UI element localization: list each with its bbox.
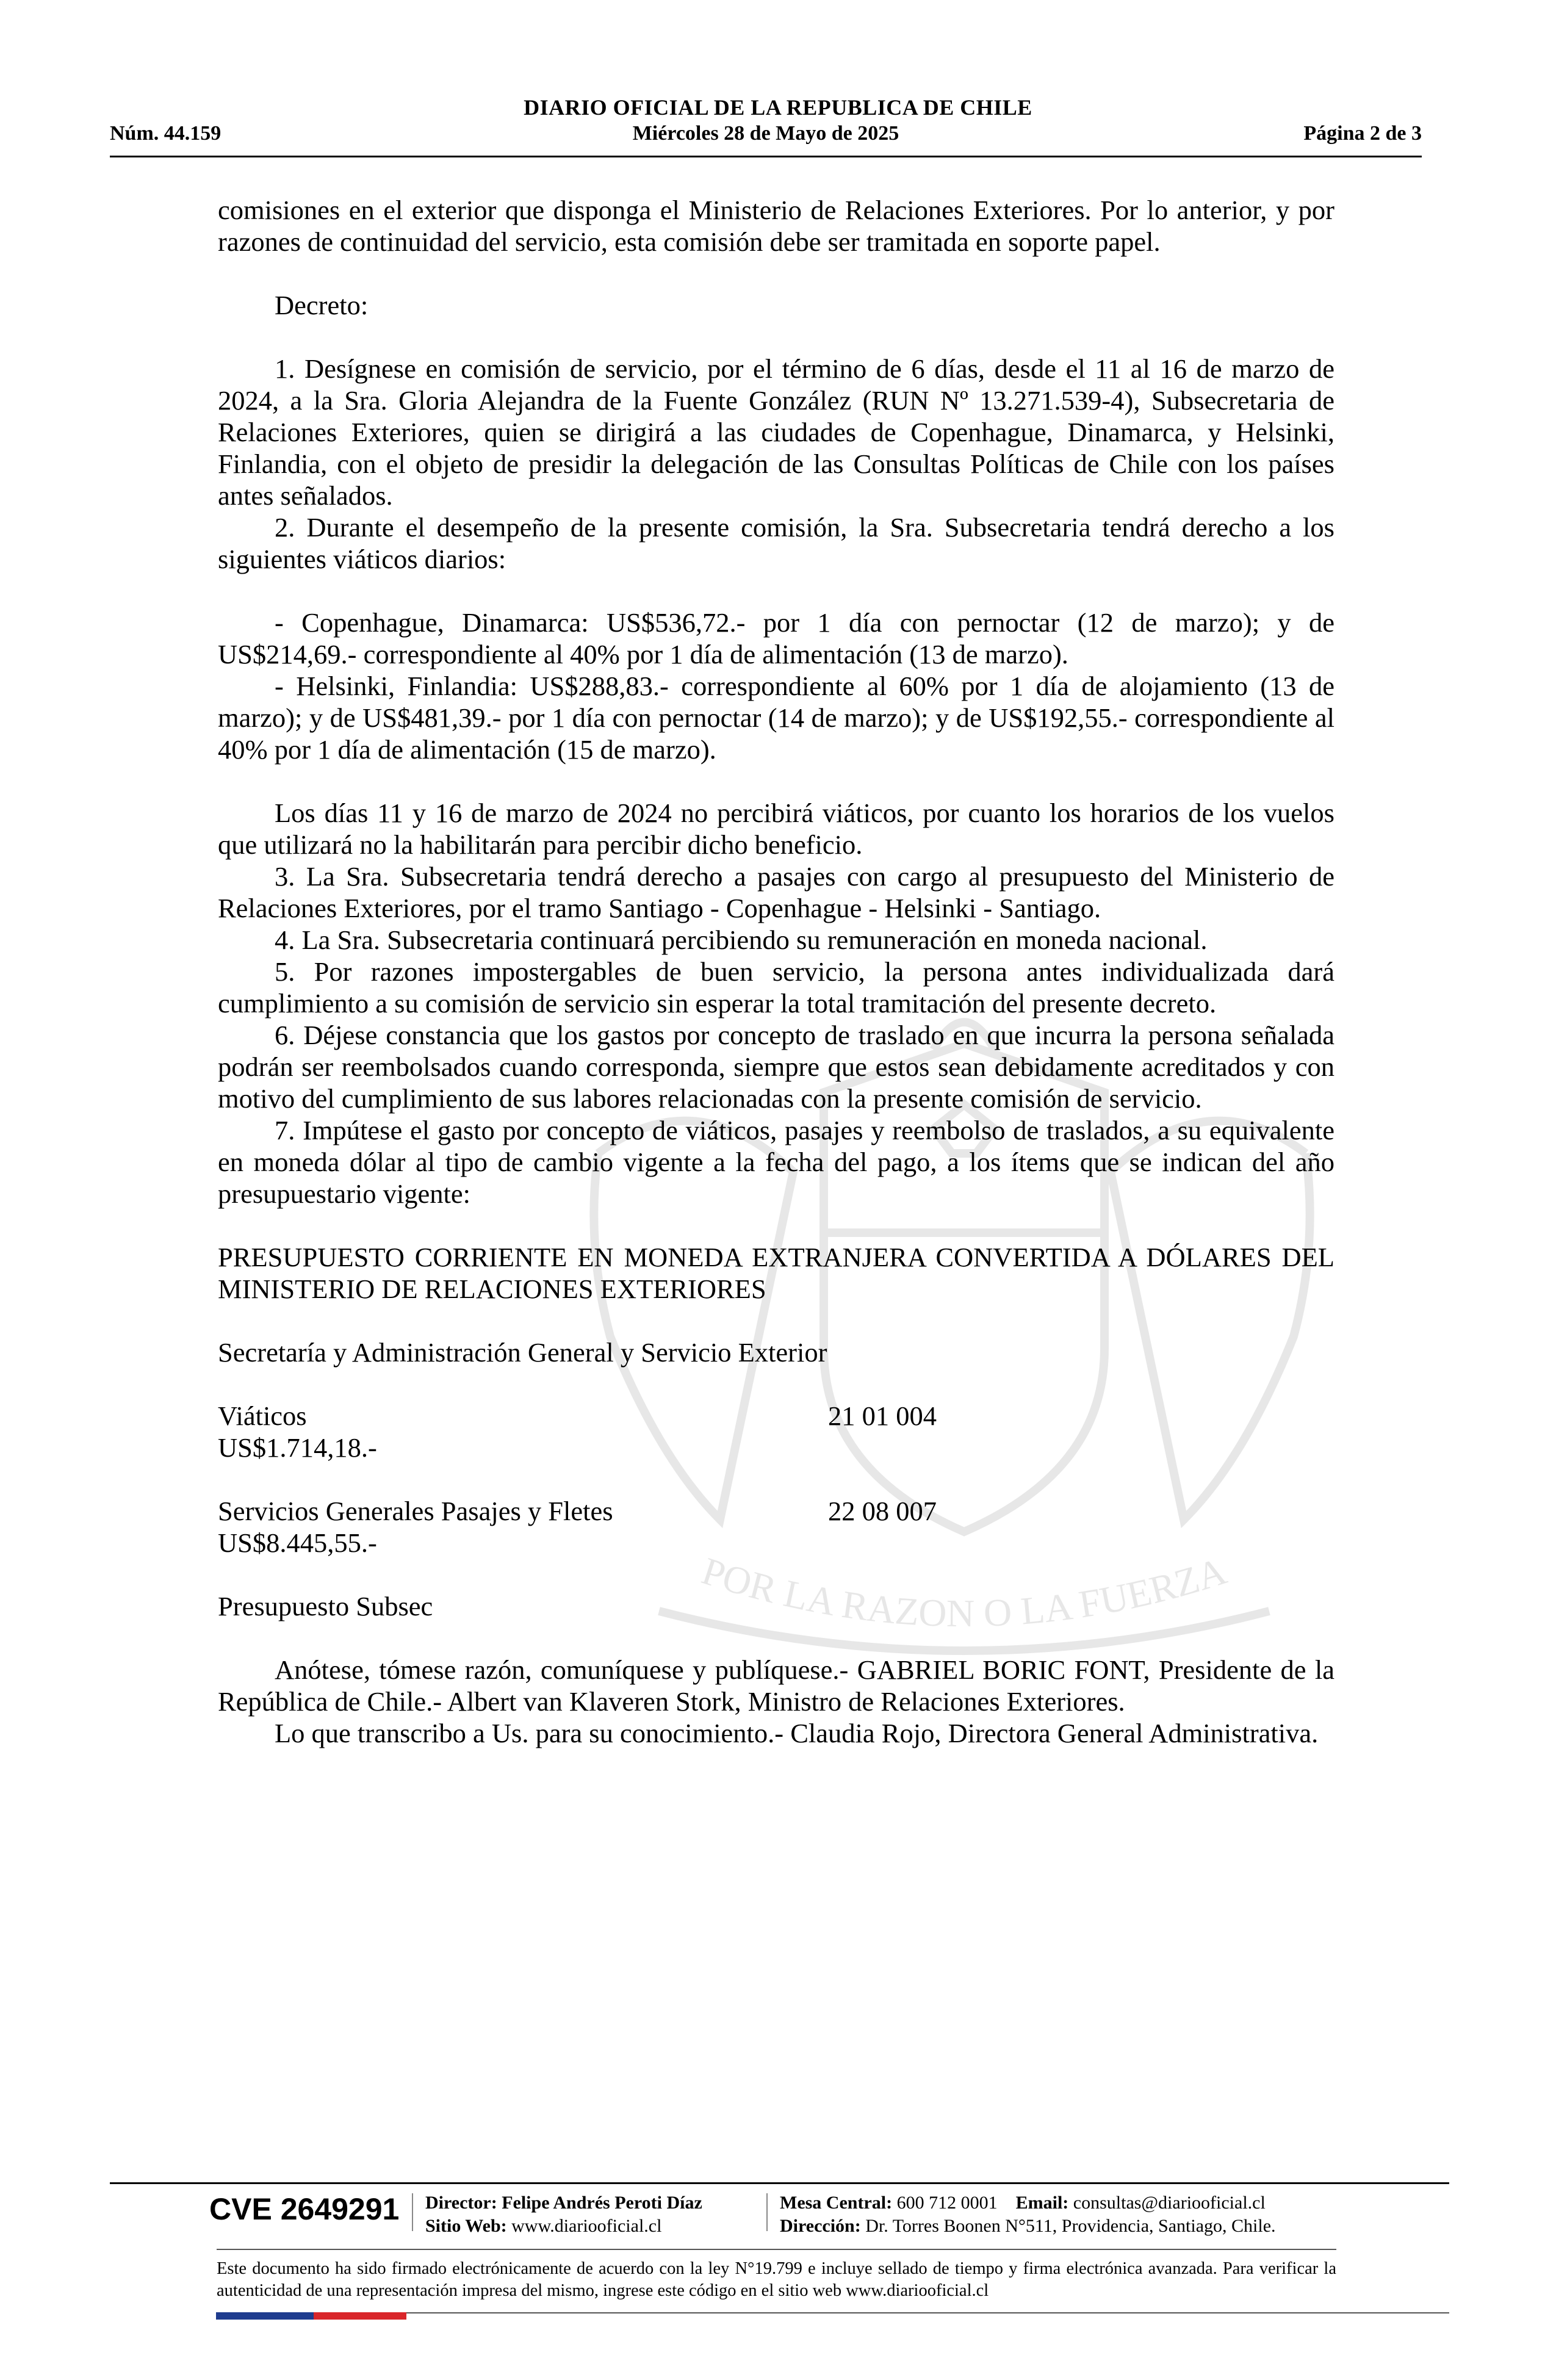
page-indicator: Página 2 de 3 (1303, 122, 1422, 145)
budget-item-code: 21 01 004 (828, 1401, 937, 1431)
website-label: Sitio Web: (425, 2216, 507, 2236)
budget-title: PRESUPUESTO CORRIENTE EN MONEDA EXTRANJERA CONVERTIDA A DÓLARES DEL MINISTERIO DE RELACIONES EXTERIORES (218, 1242, 1334, 1304)
footer-contact-block (780, 2191, 1276, 2238)
footer-divider (110, 2182, 1449, 2184)
budget-item-row (218, 1400, 1334, 1432)
article-5: 5. Por razones impostergables de buen servicio, la persona antes individualizada dará cumplimiento a su comisión de servicio sin esperar la total tramitación del presente decreto. (218, 956, 1334, 1019)
article-6: 6. Déjese constancia que los gastos por concepto de traslado en que incurra la persona señalada podrán ser reembolsados cuando corresponda, siempre que estos sean debidamente acreditados y con motivo del cumplimiento de sus labores relacionadas con la presente comisión de servicio. (218, 1020, 1334, 1114)
cve-code: CVE 2649291 (209, 2192, 400, 2226)
document-body (218, 194, 1334, 1749)
budget-subsec: Presupuesto Subsec (218, 1591, 433, 1621)
website-link[interactable]: www.diariooficial.cl (511, 2216, 662, 2236)
watermark-motto: POR LA RAZON O LA FUERZA (696, 1548, 1232, 1635)
flag-bar-red (314, 2312, 406, 2320)
budget-section: Secretaría y Administración General y Servicio Exterior (218, 1337, 827, 1368)
footer-separator (766, 2193, 768, 2231)
article-4: 4. La Sra. Subsecretaria continuará percibiendo su remuneración en moneda nacional. (275, 925, 1208, 955)
viatico-helsinki: - Helsinki, Finlandia: US$288,83.- correspondiente al 60% por 1 día de alojamiento (13 de marzo); y de US$481,39.- por 1 día con pernoctar (14 de marzo); y de US$192,55.- correspondiente al 40% por 1 día de alimentación (15 de marzo). (218, 671, 1334, 765)
legal-notice: Este documento ha sido firmado electrónicamente de acuerdo con la ley N°19.799 e incluye sellado de tiempo y firma electrónica avanzada. Para verificar la autenticidad de una representación impresa del mismo, ingrese este código en el sitio web www.diariooficial.cl (217, 2259, 1336, 2300)
director-label: Director: (425, 2193, 497, 2213)
issue-number: Núm. 44.159 (110, 122, 222, 145)
footer-director-block (425, 2191, 702, 2238)
footer-separator (412, 2193, 413, 2231)
days-note: Los días 11 y 16 de marzo de 2024 no percibirá viáticos, por cuanto los horarios de los vuelos que utilizará no la habilitarán para percibir dicho beneficio. (218, 798, 1334, 860)
decreto-heading: Decreto: (275, 290, 369, 320)
closing-signatures: Anótese, tómese razón, comuníquese y publíquese.- GABRIEL BORIC FONT, Presidente de la República de Chile.- Albert van Klaveren Stork, Ministro de Relaciones Exteriores. (218, 1654, 1334, 1717)
budget-item-label: Servicios Generales Pasajes y Fletes (218, 1496, 613, 1526)
article-3: 3. La Sra. Subsecretaria tendrá derecho a pasajes con cargo al presupuesto del Ministerio de Relaciones Exteriores, por el tramo Santiago - Copenhague - Helsinki - Santiago. (218, 861, 1334, 923)
budget-item-amount: US$8.445,55.- (218, 1527, 377, 1558)
intro-paragraph: comisiones en el exterior que disponga el Ministerio de Relaciones Exteriores. Por lo anterior, y por razones de continuidad del servicio, esta comisión debe ser tramitada en soporte papel. (218, 195, 1334, 257)
issue-date: Miércoles 28 de Mayo de 2025 (632, 122, 899, 145)
header-divider (110, 156, 1422, 157)
viatico-copenhague: - Copenhague, Dinamarca: US$536,72.- por 1 día con pernoctar (12 de marzo); y de US$214,69.- correspondiente al 40% por 1 día de alimentación (13 de marzo). (218, 607, 1334, 669)
director-name: Felipe Andrés Peroti Díaz (502, 2193, 702, 2213)
email-label: Email: (1015, 2193, 1069, 2213)
article-2: 2. Durante el desempeño de la presente comisión, la Sra. Subsecretaria tendrá derecho a los siguientes viáticos diarios: (218, 512, 1334, 574)
mesa-phone: 600 712 0001 (896, 2193, 998, 2213)
article-7: 7. Impútese el gasto por concepto de viáticos, pasajes y reembolso de traslados, a su equivalente en moneda dólar al tipo de cambio vigente a la fecha del pago, a los ítems que se indican del año presupuestario vigente: (218, 1115, 1334, 1209)
footer-inner-divider (217, 2249, 1336, 2250)
budget-item-row (218, 1495, 1334, 1527)
address-label: Dirección: (780, 2216, 861, 2236)
article-1: 1. Desígnese en comisión de servicio, por el término de 6 días, desde el 11 al 16 de marzo de 2024, a la Sra. Gloria Alejandra de la Fuente González (RUN Nº 13.271.539-4), Subsecretaria de Relaciones Exteriores, quien se dirigirá a las ciudades de Copenhague, Dinamarca, y Helsinki, Finlandia, con el objeto de presidir la delegación de las Consultas Políticas de Chile con los países antes señalados. (218, 353, 1334, 511)
transcription-note: Lo que transcribo a Us. para su conocimiento.- Claudia Rojo, Directora General Administrativa. (275, 1718, 1319, 1748)
gazette-title: DIARIO OFICIAL DE LA REPUBLICA DE CHILE (524, 95, 1032, 120)
email-link[interactable]: consultas@diariooficial.cl (1073, 2193, 1266, 2213)
budget-item-code: 22 08 007 (828, 1496, 937, 1526)
flag-bar-blue (216, 2312, 314, 2320)
budget-item-amount: US$1.714,18.- (218, 1432, 377, 1463)
mesa-label: Mesa Central: (780, 2193, 893, 2213)
address-value: Dr. Torres Boonen N°511, Providencia, Santiago, Chile. (865, 2216, 1276, 2236)
budget-item-label: Viáticos (218, 1401, 307, 1431)
